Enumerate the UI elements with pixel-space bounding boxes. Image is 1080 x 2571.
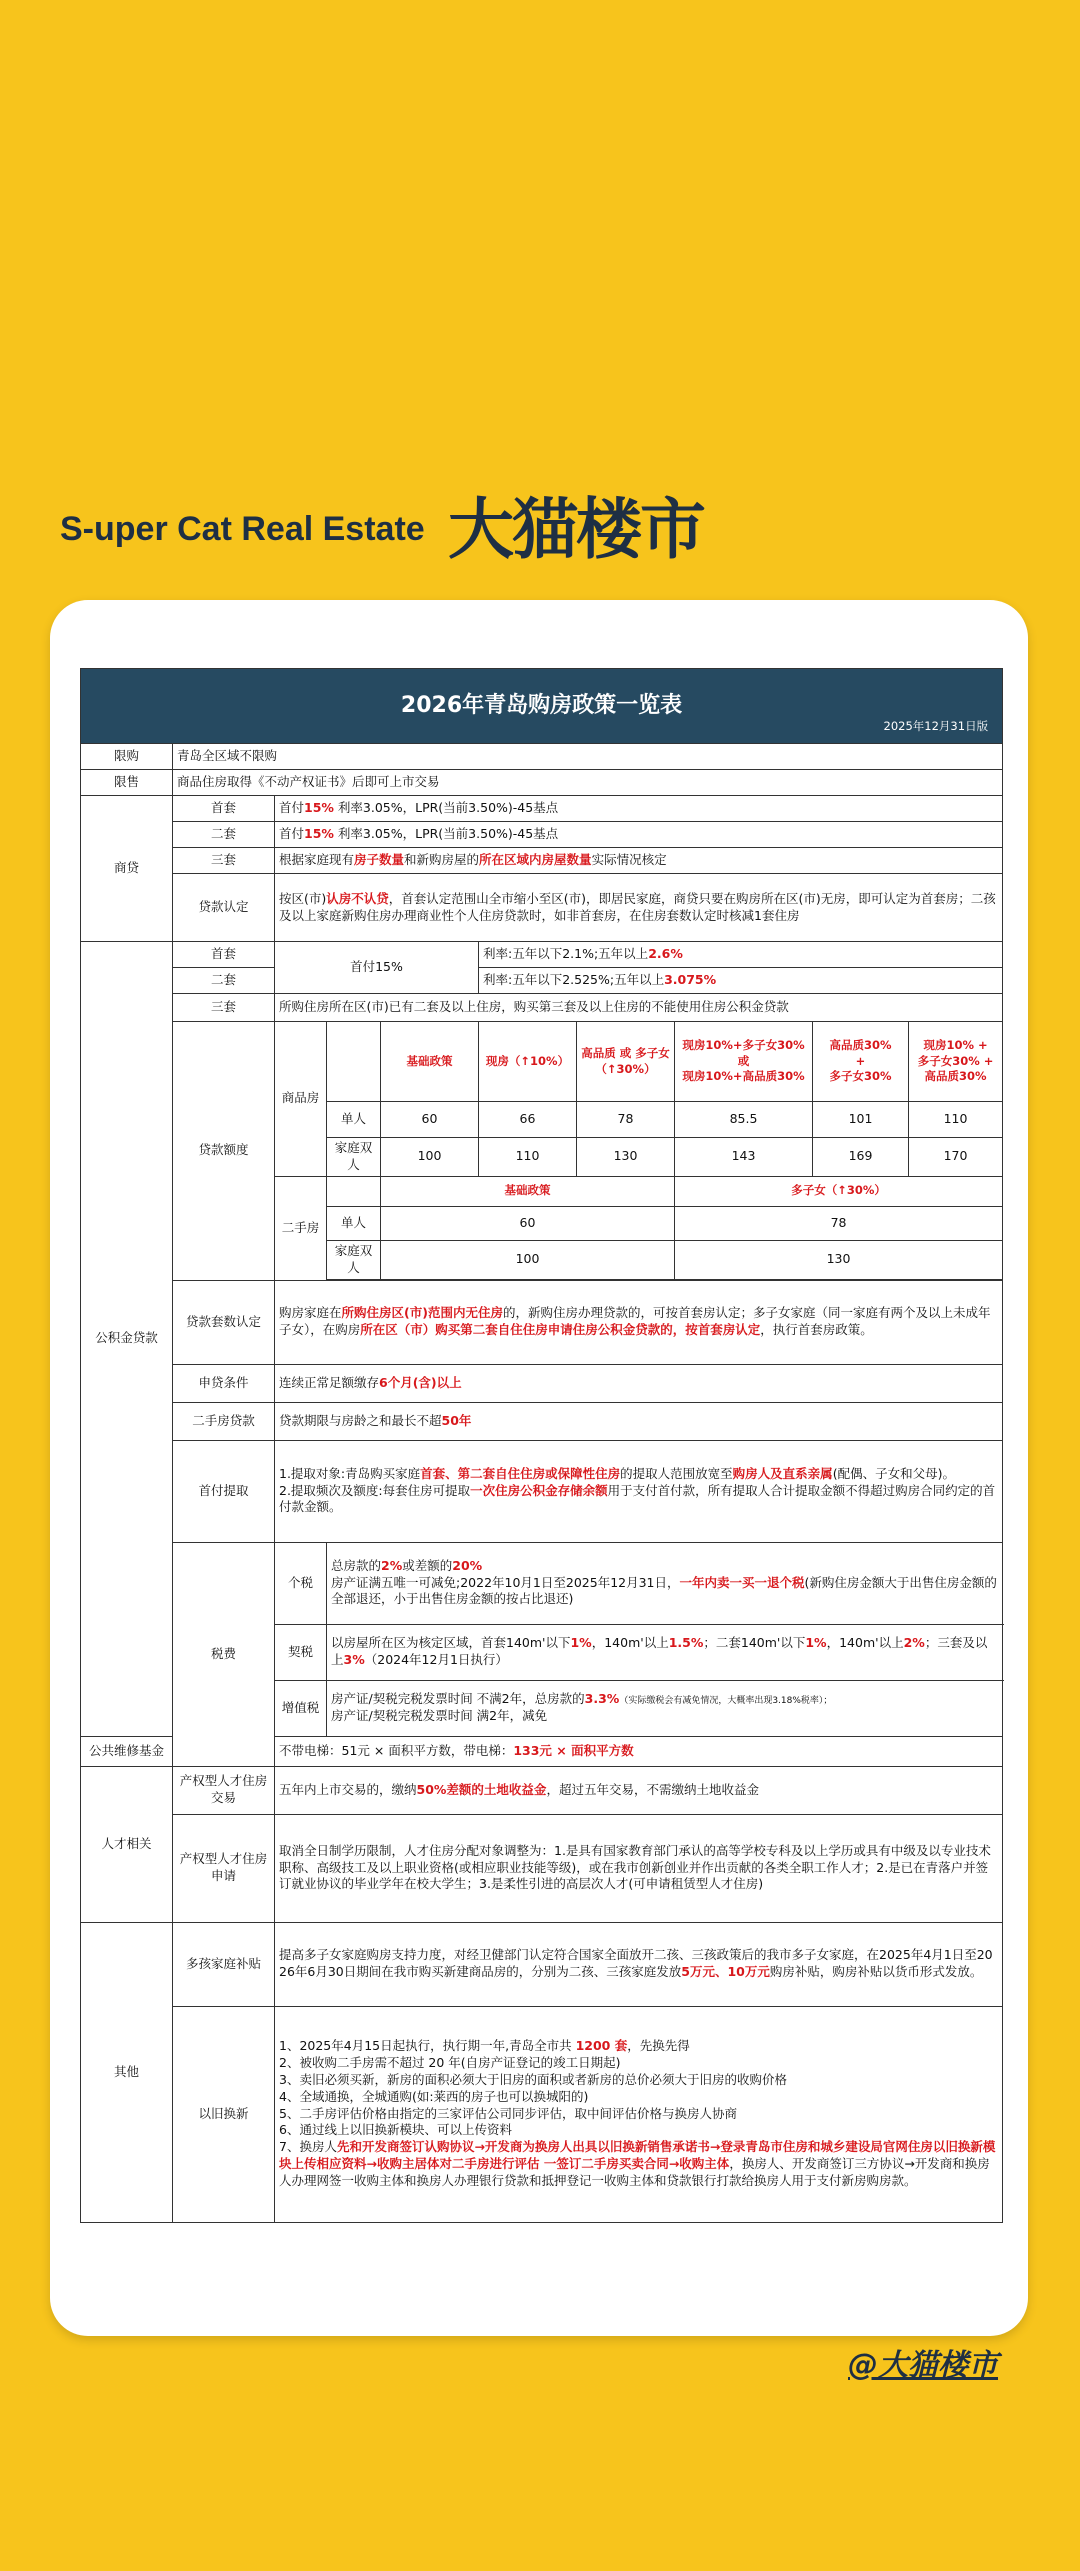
sh-header: 多子女（↑30%）	[675, 1176, 1003, 1206]
empty-cell	[327, 1176, 381, 1206]
edu-value: 100	[381, 1138, 479, 1177]
highlight-value: 3.075%	[664, 972, 717, 988]
table-row	[81, 1922, 1003, 2006]
second-hand-label: 二手房	[275, 1176, 327, 1280]
text-part: ，换房人、开发商签订三方协议→开发商和换房人办理网签一收购主体和换房人办理银行贷款和抵押登记一收购主体和贷款银行打款给换房人用于支付新房购房款。	[279, 2156, 990, 2189]
sh-single-label: 单人	[327, 1206, 381, 1240]
weixiu-label: 公共维修基金	[81, 1736, 173, 1766]
huanxin-line	[279, 2139, 998, 2190]
text-part: ，140m'以上	[591, 1635, 669, 1651]
table-row	[81, 1440, 1003, 1542]
text-part: 1、2025年4月15日起执行，执行期一年,青岛全市共	[279, 2038, 576, 2054]
commercial-house-label: 商品房	[275, 1022, 327, 1177]
row-label-shuifei: 税费	[173, 1542, 275, 1766]
gjj-rending-label: 贷款套数认定	[173, 1280, 275, 1364]
geshui-line-1	[331, 1558, 998, 1575]
edu-value: 60	[381, 1102, 479, 1138]
text-part: （实际缴税会有减免情况，大概率出现3.18%税率）；	[619, 1696, 833, 1707]
highlight-value: 133元 × 面积平方数	[513, 1742, 634, 1758]
gjj-ershou-label: 二手房贷款	[173, 1402, 275, 1440]
huanxin-line	[279, 2038, 998, 2055]
sh-value: 100	[381, 1240, 675, 1279]
edu-value: 143	[675, 1138, 813, 1177]
geshui-line-2	[331, 1575, 998, 1609]
highlight-value: 3.3%	[584, 1691, 620, 1707]
gjj-third-label: 三套	[173, 994, 275, 1022]
edu-value: 85.5	[675, 1102, 813, 1138]
sh-value: 130	[675, 1240, 1003, 1279]
table-row	[81, 2006, 1003, 2222]
row-label-xiangou: 限购	[81, 744, 173, 770]
edu-header: 基础政策	[381, 1022, 479, 1102]
huanxin-line: 2、被收购二手房需不超过 20 年(自房产证登记的竣工日期起)	[279, 2054, 621, 2070]
highlight-value: 20%	[452, 1557, 483, 1573]
highlight-value: 认房不认贷	[326, 890, 389, 906]
highlight-value: 所购住房区(市)范围内无住房	[341, 1305, 503, 1321]
edu-header: 高品质 或 多子女（↑30%）	[577, 1022, 675, 1102]
brand-english-name: S-uper Cat Real Estate	[60, 510, 425, 548]
edu-value: 169	[813, 1138, 909, 1177]
xianshou-text: 商品住房取得《不动产权证书》后即可上市交易	[173, 770, 1003, 796]
highlight-value: 50%差额的土地收益金	[416, 1781, 547, 1797]
edu-header: 现房（↑10%）	[479, 1022, 577, 1102]
text-part: 7、换房人	[279, 2139, 337, 2155]
text-part: 首付	[279, 800, 305, 816]
shangdai-first-label: 首套	[173, 796, 275, 822]
row-label-gjj: 公积金贷款	[81, 942, 173, 1737]
gjj-shenqing-text	[275, 1364, 1003, 1402]
rencai-jiaoyi-label: 产权型人才住房交易	[173, 1766, 275, 1814]
text-part: 2.提取频次及额度:每套住房可提取	[279, 1482, 471, 1498]
highlight-value: 所在区（市）购买第二套自住住房申请住房公积金贷款的，按首套房认定	[360, 1322, 761, 1337]
edu-value: 101	[813, 1102, 909, 1138]
text-part: ，先换先得	[627, 2038, 690, 2054]
shangdai-second-label: 二套	[173, 822, 275, 848]
highlight-value: 2%	[381, 1557, 403, 1573]
text-part: 总房款的	[331, 1557, 382, 1573]
edu-couple-label: 家庭双人	[327, 1138, 381, 1177]
geshui-label: 个税	[275, 1542, 327, 1624]
table-row	[81, 770, 1003, 796]
text-part: 根据家庭现有	[279, 852, 355, 868]
text-part: ，超过五年交易，不需缴纳土地收益金	[546, 1781, 759, 1797]
highlight-value: 3%	[343, 1652, 365, 1667]
sh-header: 基础政策	[381, 1176, 675, 1206]
highlight-value: 一次住房公积金存储余额	[470, 1482, 608, 1498]
table-title: 2026年青岛购房政策一览表	[400, 693, 683, 719]
row-label-shangdai: 商贷	[81, 796, 173, 942]
gjj-rate-first	[479, 942, 1003, 968]
highlight-value: 15%	[304, 826, 334, 842]
rencai-shenqing-label: 产权型人才住房申请	[173, 1814, 275, 1922]
text-part: 首付	[279, 826, 305, 842]
text-part: 五年内上市交易的，缴纳	[279, 1781, 417, 1797]
text-part: 用于支付首付款，所有提取人合计提取金额不得超过购房合同约定的首付款金额。	[279, 1482, 996, 1515]
huanxin-label: 以旧换新	[173, 2006, 275, 2222]
zengzhi-label: 增值税	[275, 1680, 327, 1736]
table-row	[81, 744, 1003, 770]
text-part: （2024年12月1日执行）	[364, 1652, 508, 1667]
gjj-down-payment: 首付15%	[275, 942, 479, 994]
gjj-tiqu-text	[275, 1440, 1003, 1542]
highlight-value: 首套、第二套自住住房或保障性住房	[420, 1465, 621, 1481]
text-part: 利率:五年以下2.1%;五年以上	[483, 946, 649, 962]
highlight-value: 1%	[805, 1635, 827, 1651]
gjj-edu-label: 贷款额度	[173, 1022, 275, 1281]
huanxin-text	[275, 2006, 1003, 2222]
shangdai-third-label: 三套	[173, 848, 275, 874]
gjj-tiqu-label: 首付提取	[173, 1440, 275, 1542]
text-part: ，首套认定范围山全市缩小至区(市)，即居民家庭，商贷只要在购房所在区(市)无房，即可认定为首套房；二孩及以上家庭新购住房办理商业性个人住房贷款时，如非首套房，在住房套数认定时核减1套住房	[279, 890, 996, 923]
text-part: 的提取人范围放宽至	[620, 1465, 733, 1481]
table-row	[81, 1542, 1003, 1624]
gjj-rate-second	[479, 968, 1003, 994]
highlight-value: 15%	[304, 800, 334, 816]
text-part: 购房补贴，购房补贴以货币形式发放。	[769, 1964, 983, 1979]
gjj-rending-text	[275, 1280, 1003, 1364]
qishui-label: 契税	[275, 1624, 327, 1680]
text-part: 利率:五年以下2.525%;五年以上	[483, 972, 665, 988]
shangdai-second-text	[275, 822, 1003, 848]
text-part: 的，新购住房办理贷款的，可按首套房认定；多子女家庭（同一家庭有两个及以上未成年子女），在购房	[279, 1305, 991, 1337]
highlight-value: 1200 套	[575, 2038, 628, 2054]
table-row	[81, 968, 1003, 994]
edu-value: 170	[909, 1138, 1003, 1177]
text-part: 不带电梯：51元 × 面积平方数，带电梯：	[279, 1742, 514, 1758]
tiqu-line-2	[279, 1483, 998, 1517]
highlight-value: 先和开发商签订认购协议→开发商为换房人出具以旧换新销售承诺书→登录青岛市住房和城乡建设局官网住房以旧换新模块上传相应资料→收购主居体对二手房进行评估 一签订二手房买卖合同→收购主体	[279, 2139, 996, 2172]
text-part: 提高多子女家庭购房支持力度，对经卫健部门认定符合国家全面放开二孩、三孩政策后的我市多子女家庭，在2025年4月1日至2026年6月30日期间在我市购买新建商品房的，分别为二孩、三孩家庭发放	[279, 1947, 993, 1979]
huanxin-line: 6、通过线上以旧换新模块、可以上传资料	[279, 2122, 512, 2138]
table-row	[81, 1022, 1003, 1102]
shangdai-third-text	[275, 848, 1003, 874]
tiqu-line-1	[279, 1466, 998, 1483]
gjj-third-text: 所购住房所在区(市)已有二套及以上住房，购买第三套及以上住房的不能使用住房公积金贷款	[275, 994, 1003, 1022]
row-label-rencai: 人才相关	[81, 1766, 173, 1922]
text-part: 利率3.05%，LPR(当前3.50%)-45基点	[333, 826, 559, 842]
table-row	[81, 942, 1003, 968]
text-part: ，执行首套房政策。	[760, 1322, 873, 1337]
highlight-value: 1%	[570, 1635, 592, 1651]
shangdai-rending-text	[275, 874, 1003, 942]
text-part: 实际情况核定	[591, 852, 667, 868]
weixiu-text	[275, 1736, 1003, 1766]
text-part: ；三套及以上	[331, 1635, 988, 1667]
text-part: 按区(市)	[279, 890, 327, 906]
row-label-xianshou: 限售	[81, 770, 173, 796]
text-part: 以房屋所在区为核定区域，首套140m'以下	[331, 1635, 571, 1651]
rencai-jiaoyi-text	[275, 1766, 1003, 1814]
highlight-value: 50年	[441, 1412, 472, 1428]
huanxin-line: 3、卖旧必须买新，新房的面积必须大于旧房的面积或者新房的总价必须大于旧房的收购价格	[279, 2071, 787, 2087]
policy-table	[80, 668, 1003, 2223]
edu-header: 高品质30% + 多子女30%	[813, 1022, 909, 1102]
highlight-value: 2.6%	[648, 946, 683, 962]
table-row	[81, 994, 1003, 1022]
text-part: 购房家庭在	[279, 1305, 342, 1321]
table-row	[81, 1766, 1003, 1814]
row-label-qita: 其他	[81, 1922, 173, 2222]
duozinv-label: 多孩家庭补贴	[173, 1922, 275, 2006]
text-part: ；二套140m'以下	[703, 1635, 806, 1651]
text-part: 和新购房屋的	[404, 852, 480, 868]
edu-single-label: 单人	[327, 1102, 381, 1138]
text-part: (配偶、子女和父母)。	[832, 1465, 955, 1481]
gjj-first-label: 首套	[173, 942, 275, 968]
brand-logo: 大猫楼市	[448, 491, 704, 568]
text-part: (新购住房金额大于出售住房金额的全部退还，小于出售住房金额的按占比退还)	[331, 1574, 997, 1607]
zengzhi-text	[327, 1680, 1003, 1736]
qishui-text	[327, 1624, 1003, 1680]
table-title-row	[81, 669, 1003, 744]
duozinv-text	[275, 1922, 1003, 2006]
zengzhi-line-1	[331, 1691, 998, 1708]
sh-value: 78	[675, 1206, 1003, 1240]
edu-value: 130	[577, 1138, 675, 1177]
table-row	[81, 874, 1003, 942]
text-part: 房产证/契税完税发票时间 不满2年，总房款的	[331, 1691, 585, 1707]
highlight-value: 5万元、10万元	[681, 1964, 770, 1979]
sh-value: 60	[381, 1206, 675, 1240]
text-part: 或差额的	[402, 1557, 453, 1573]
geshui-text	[327, 1542, 1003, 1624]
edu-value: 110	[479, 1138, 577, 1177]
gjj-second-label: 二套	[173, 968, 275, 994]
text-part: 房产证满五唯一可减免;2022年10月1日至2025年12月31日，	[331, 1574, 680, 1590]
table-row	[81, 822, 1003, 848]
gjj-ershou-text	[275, 1402, 1003, 1440]
table-version-date: 2025年12月31日版	[883, 719, 989, 734]
gjj-shenqing-label: 申贷条件	[173, 1364, 275, 1402]
highlight-value: 所在区域内房屋数量	[479, 852, 592, 868]
footer-brand-tag: @大猫楼市	[848, 2348, 998, 2383]
edu-value: 78	[577, 1102, 675, 1138]
table-row	[81, 1814, 1003, 1922]
rencai-shenqing-text: 取消全日制学历限制，人才住房分配对象调整为：1.是具有国家教育部门承认的高等学校专科及以上学历或具有中级及以专业技术职称、高级技工及以上职业资格(或相应职业技能等级)，或在我市创新创业并作出贡献的各类全职工作人才；2.是已在青落户并签订就业协议的毕业学年在校大学生；3.是柔性引进的高层次人才(可申请租赁型人才住房)	[275, 1814, 1003, 1922]
highlight-value: 2%	[903, 1635, 925, 1651]
text-part: 利率3.05%，LPR(当前3.50%)-45基点	[333, 800, 559, 816]
edu-value: 66	[479, 1102, 577, 1138]
table-row	[81, 796, 1003, 822]
empty-cell	[327, 1022, 381, 1102]
shangdai-rending-label: 贷款认定	[173, 874, 275, 942]
text-part: 1.提取对象:青岛购买家庭	[279, 1465, 421, 1481]
highlight-value: 一年内卖一买一退个税	[679, 1574, 805, 1590]
table-row	[81, 1402, 1003, 1440]
shangdai-first-text	[275, 796, 1003, 822]
table-row	[81, 1280, 1003, 1364]
policy-table-wrapper	[80, 668, 1002, 2223]
edu-value: 110	[909, 1102, 1003, 1138]
edu-header: 现房10% + 多子女30% + 高品质30%	[909, 1022, 1003, 1102]
table-row	[81, 1364, 1003, 1402]
sh-couple-label: 家庭双人	[327, 1240, 381, 1279]
highlight-value: 购房人及直系亲属	[732, 1465, 833, 1481]
text-part: ，140m'以上	[826, 1635, 904, 1651]
brand-header	[0, 470, 1080, 590]
huanxin-line: 5、二手房评估价格由指定的三家评估公司同步评估，取中间评估价格与换房人协商	[279, 2105, 737, 2121]
highlight-value: 1.5%	[668, 1635, 704, 1651]
highlight-value: 房子数量	[354, 852, 405, 868]
text-part: 贷款期限与房龄之和最长不超	[279, 1412, 442, 1428]
edu-header: 现房10%+多子女30% 或 现房10%+高品质30%	[675, 1022, 813, 1102]
xiangou-text: 青岛全区域不限购	[173, 744, 1003, 770]
text-part: 连续正常足额缴存	[279, 1374, 380, 1390]
huanxin-line: 4、全域通换，全城通购(如:莱西的房子也可以换城阳的)	[279, 2088, 589, 2104]
zengzhi-line-2: 房产证/契税完税发票时间 满2年，减免	[331, 1708, 548, 1723]
highlight-value: 6个月(含)以上	[379, 1374, 462, 1390]
table-row	[81, 848, 1003, 874]
